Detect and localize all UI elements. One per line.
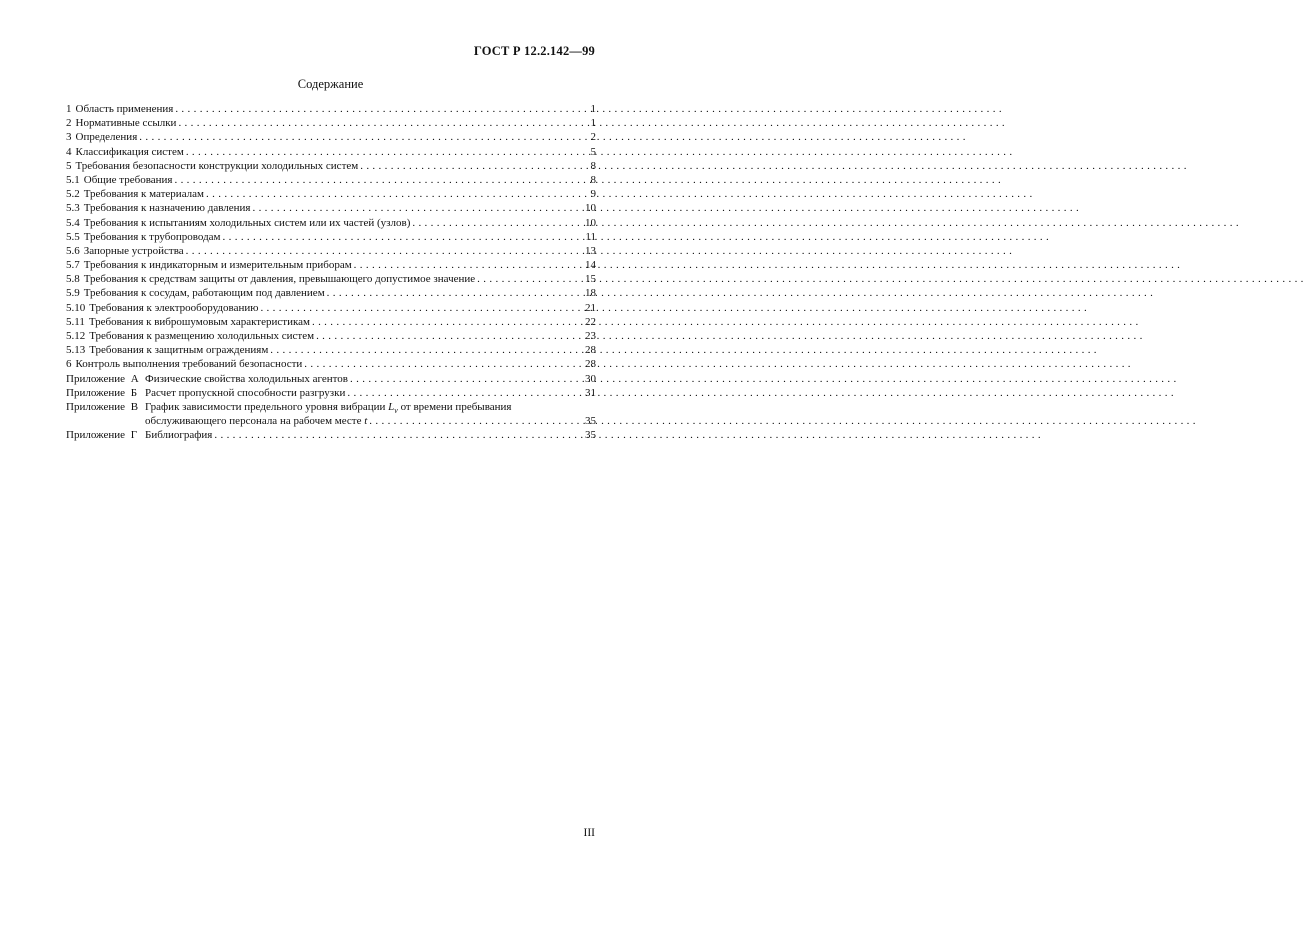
toc-leader-dots [354, 258, 582, 272]
toc-entry-page: 15 [585, 273, 596, 286]
toc-leader-dots [175, 102, 582, 116]
toc-entry-page: 2 [590, 131, 596, 144]
toc-entry[interactable] [66, 301, 596, 315]
toc-entry-page: 28 [585, 344, 596, 357]
toc-entry-number: 5.2 [66, 188, 80, 201]
toc-entry-page: 11 [585, 230, 596, 243]
toc-entry-page: 21 [585, 301, 596, 314]
toc-entry-title: Требования к назначению давления [83, 202, 251, 215]
toc-appendix-title-text: от времени пребывания [400, 400, 512, 413]
toc-title: Содержание [297, 77, 364, 91]
toc-appendix-title-line-2 [145, 414, 367, 428]
toc-entry-page: 14 [585, 259, 596, 272]
toc-leader-dots [347, 386, 582, 400]
toc-entry-page: 10 [585, 216, 596, 229]
toc-entry-number: 5.11 [66, 315, 85, 328]
toc-entry-page: 18 [585, 287, 596, 300]
toc-leader-dots [223, 230, 582, 244]
toc-entry-number: 2 [66, 117, 72, 130]
toc-entry-title: Требования к материалам [83, 188, 205, 201]
toc-entry-number: 5.3 [66, 202, 80, 215]
toc-entry[interactable] [66, 145, 596, 159]
toc-entry-title: Требования к электрооборудованию [89, 301, 259, 314]
toc-entry-title: Требования к защитным ограждениям [89, 344, 269, 357]
toc-entry-page: 22 [585, 315, 596, 328]
toc-entry-number: 5.13 [66, 344, 86, 357]
toc-leader-dots [304, 357, 582, 371]
toc-leader-dots [312, 315, 582, 329]
toc-entry-number: 5.12 [66, 330, 86, 342]
toc-entry-number: 5.6 [66, 244, 80, 257]
toc-leader-dots [360, 159, 582, 173]
toc-entry-number: 6 [66, 358, 72, 371]
toc-entry-page: 13 [585, 244, 596, 257]
document-standard-number: ГОСТ Р 12.2.142—99 [473, 44, 595, 58]
vibration-level-subscript: v [394, 406, 398, 416]
toc-entry-number: 1 [66, 103, 72, 115]
toc-entry[interactable] [66, 201, 596, 215]
toc-entry[interactable] [66, 272, 596, 286]
toc-entry[interactable] [66, 357, 596, 371]
toc-entry[interactable] [66, 230, 596, 244]
toc-entry-number: 4 [66, 145, 72, 158]
toc-leader-dots [477, 272, 582, 286]
toc-appendix-entry[interactable] [66, 372, 596, 386]
toc-appendix-title: Физические свойства холодильных агентов [145, 372, 349, 385]
toc-appendix-label: Приложение В [66, 400, 139, 413]
toc-entry-title: Классификация систем [75, 145, 184, 158]
toc-entry-title: Контроль выполнения требований безопасности [75, 358, 303, 371]
time-symbol: t [364, 415, 368, 428]
toc-entry-title: Требования безопасности конструкции холодильных систем [75, 159, 359, 172]
toc-appendix-entry-continuation[interactable] [66, 414, 596, 428]
toc-entry-page: 1 [590, 103, 596, 115]
toc-appendix-title: Библиография [145, 429, 213, 442]
toc-leader-dots [139, 130, 582, 144]
toc-appendix-page: 31 [585, 386, 596, 399]
toc-entry[interactable] [66, 173, 596, 187]
toc-appendix-title: Расчет пропускной способности разгрузки [145, 386, 346, 399]
toc-appendix-label: Приложение Б [66, 386, 138, 399]
toc-entry-title: Область применения [75, 103, 174, 115]
toc-entry-page: 28 [585, 358, 596, 371]
toc-leader-dots [260, 301, 582, 315]
toc-appendix-entry[interactable] [66, 428, 596, 442]
toc-leader-dots [412, 216, 582, 230]
toc-entry-title: Требования к трубопроводам [83, 230, 221, 243]
toc-appendix-title-text: обслуживающего персонала на рабочем месте [145, 415, 362, 428]
toc-appendix-entry[interactable] [66, 386, 596, 400]
toc-leader-dots [316, 329, 582, 343]
toc-entry-number: 5.7 [66, 259, 80, 272]
toc-entry-title: Требования к индикаторным и измерительным приборам [83, 259, 352, 272]
toc-entry-page: 5 [590, 145, 596, 158]
toc-entry-title: Требования к размещению холодильных систем [89, 330, 315, 342]
toc-entry-title: Требования к испытаниям холодильных систем или их частей (узлов) [83, 216, 411, 229]
toc-leader-dots [206, 187, 582, 201]
toc-entry[interactable] [66, 329, 596, 343]
toc-entry[interactable] [66, 286, 596, 300]
toc-leader-dots [214, 428, 582, 442]
toc-entry-page: 23 [585, 330, 596, 342]
toc-appendix-page: 35 [585, 429, 596, 442]
toc-entry-page: 1 [590, 117, 596, 130]
toc-entry-number: 5.5 [66, 230, 80, 243]
vibration-level-symbol: L [388, 400, 395, 413]
toc-entry-number: 5.10 [66, 301, 86, 314]
toc-entry[interactable] [66, 244, 596, 258]
toc-entry-number: 5 [66, 159, 72, 172]
toc-entry[interactable] [66, 102, 596, 116]
toc-appendix-label: Приложение Г [66, 429, 138, 442]
toc-appendix-entry[interactable] [66, 400, 596, 414]
toc-entry-number: 5.8 [66, 273, 80, 286]
toc-leader-dots [350, 372, 582, 386]
toc-leader-dots [174, 173, 582, 187]
toc-appendix-label: Приложение А [66, 372, 139, 385]
toc-entry[interactable] [66, 216, 596, 230]
toc-entry[interactable] [66, 116, 596, 130]
toc-entry-title: Требования к сосудам, работающим под давлением [83, 287, 325, 300]
toc-entry-title: Требования к средствам защиты от давления, превышающего допустимое значение [83, 273, 476, 286]
toc-leader-dots [369, 414, 582, 428]
toc-leader-dots [252, 201, 582, 215]
toc-entry[interactable] [66, 315, 596, 329]
toc-leader-dots [186, 145, 582, 159]
toc-entry-page: 10 [585, 202, 596, 215]
toc-entry[interactable] [66, 187, 596, 201]
toc-entry[interactable] [66, 130, 596, 144]
toc-entry-title: Общие требования [83, 173, 173, 186]
toc-entry[interactable] [66, 159, 596, 173]
toc-entry-number: 3 [66, 131, 72, 144]
toc-entry-title: Требования к виброшумовым характеристикам [88, 315, 310, 328]
toc-entry-page: 8 [590, 159, 596, 172]
page-number: III [583, 827, 595, 839]
toc-leader-dots [186, 244, 582, 258]
toc-leader-dots [327, 286, 582, 300]
toc-entry-number: 5.4 [66, 216, 80, 229]
toc-entry-page: 9 [590, 188, 596, 201]
toc-entry-title: Запорные устройства [83, 244, 184, 257]
toc-entry-page: 8 [590, 173, 596, 186]
toc-entry-number: 5.1 [66, 173, 80, 186]
toc-entry[interactable] [66, 258, 596, 272]
toc-appendix-page: 35 [585, 415, 596, 428]
table-of-contents [66, 102, 596, 443]
toc-entry-title: Нормативные ссылки [75, 117, 177, 130]
toc-appendix-title-text: График зависимости предельного уровня вибрации [145, 400, 386, 413]
toc-appendix-page: 30 [585, 372, 596, 385]
toc-leader-dots [270, 343, 582, 357]
toc-entry-title: Определения [75, 131, 138, 144]
toc-leader-dots [178, 116, 582, 130]
toc-entry[interactable] [66, 343, 596, 357]
toc-entry-number: 5.9 [66, 287, 80, 300]
